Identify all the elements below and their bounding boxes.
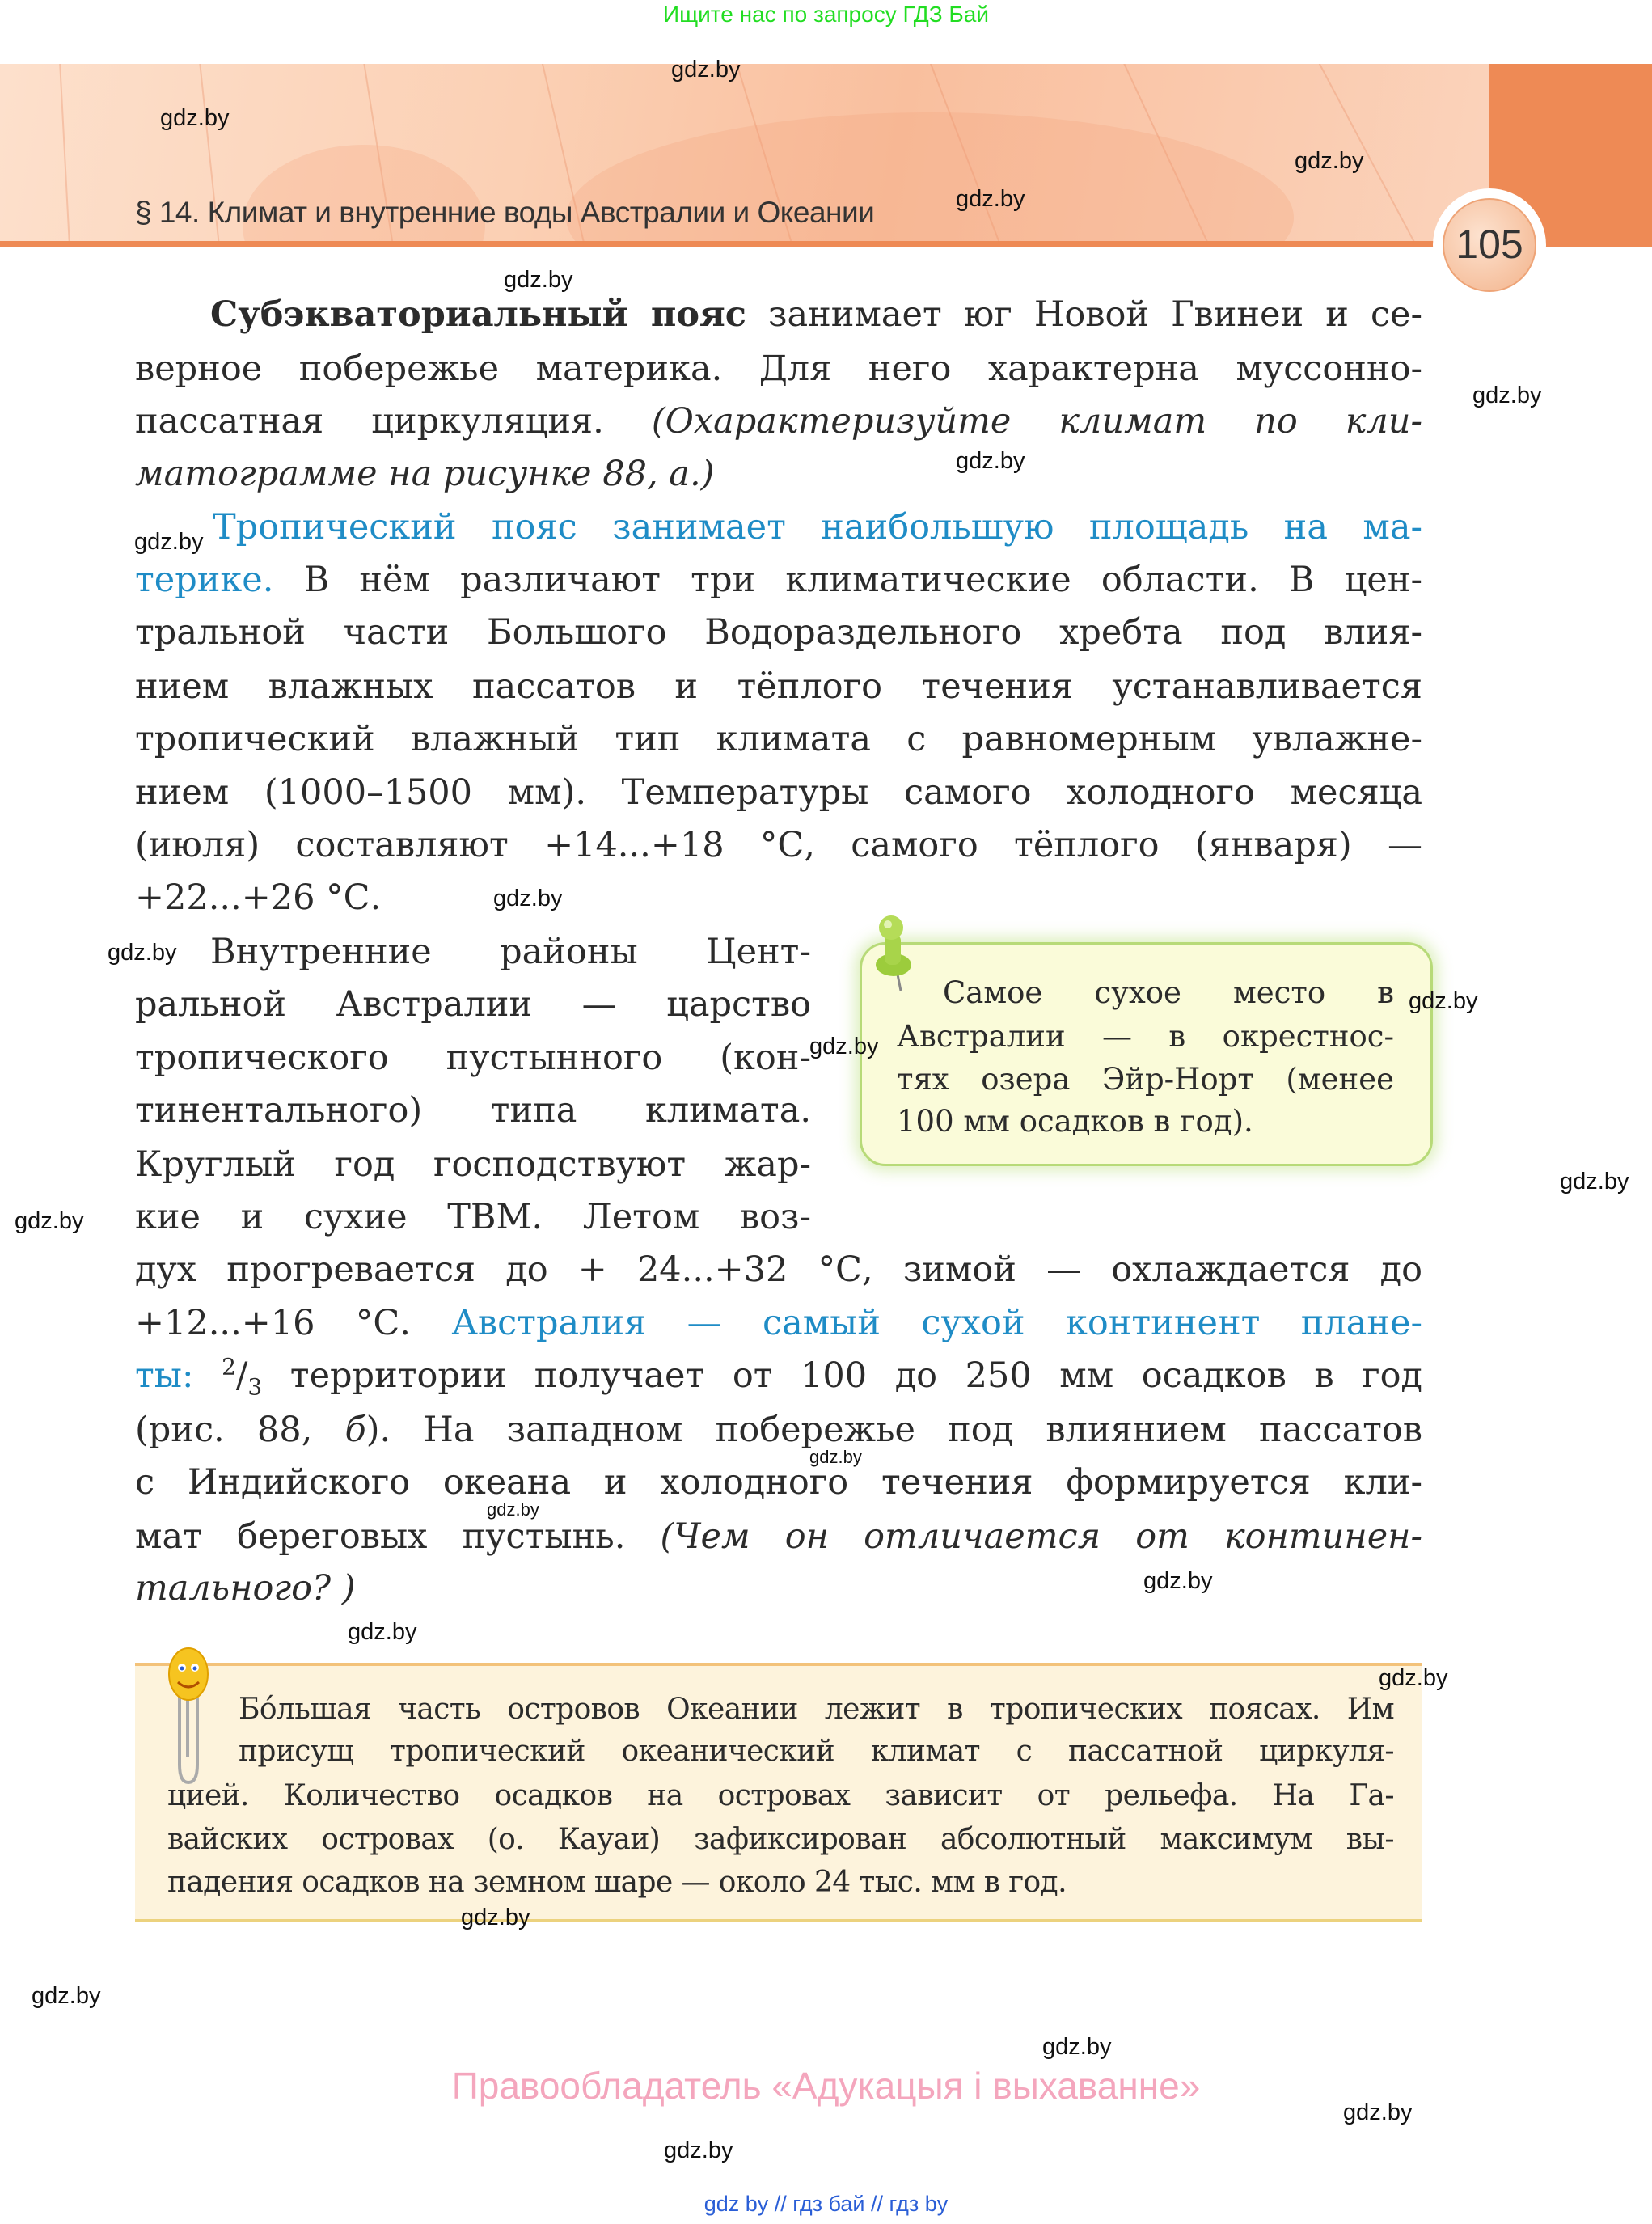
text-span: мат береговых пустынь.	[135, 1516, 661, 1557]
question-text: (Охарактеризуйте климат по кли-	[651, 401, 1422, 442]
text-line: (июля) составляют +14...+18 °С, самого тёплого (января) —	[135, 825, 1422, 865]
footer-links[interactable]: gdz by // гдз бай // гдз by	[703, 2192, 949, 2216]
box-line: цией. Количество осадков на островах зависит от рельефа. На Га-	[167, 1779, 1394, 1812]
watermark: gdz.by	[134, 529, 204, 555]
watermark: gdz.by	[487, 1499, 539, 1520]
text-line	[135, 1512, 1422, 1561]
box-line: вайских островах (о. Кауаи) зафиксирован абсолютный максимум вы-	[167, 1823, 1394, 1856]
watermark: gdz.by	[1295, 148, 1364, 174]
watermark: gdz.by	[1409, 988, 1478, 1014]
fraction-numerator: 2	[222, 1353, 236, 1380]
pushpin-icon	[865, 910, 914, 999]
text-line: тинентального) типа климата.	[135, 1090, 811, 1131]
watermark: gdz.by	[15, 1208, 84, 1234]
watermark: gdz.by	[32, 1983, 101, 2009]
text-line: тропического пустынного (кон-	[135, 1038, 811, 1078]
text-line: Внутренние районы Цент-	[210, 932, 811, 972]
header-divider	[0, 241, 1489, 247]
text-line: ральной Австралии — царство	[135, 984, 811, 1025]
watermark: gdz.by	[1343, 2099, 1413, 2125]
text-span: ). На западном побережье под влиянием пассатов	[365, 1410, 1422, 1450]
question-text: тального? )	[135, 1568, 356, 1609]
text-line: нием влажных пассатов и тёплого течения устанавливается	[135, 666, 1422, 707]
watermark: gdz.by	[348, 1619, 417, 1645]
watermark: gdz.by	[1379, 1665, 1448, 1691]
text-line	[135, 397, 1422, 446]
text-span: (рис. 88,	[135, 1410, 345, 1450]
box-line: падения осадков на земном шаре — около 24 тыс. мм в год.	[167, 1866, 1067, 1899]
highlight-text: ты:	[135, 1355, 194, 1396]
watermark: gdz.by	[108, 940, 177, 966]
watermark: gdz.by	[664, 2137, 733, 2163]
watermark: gdz.by	[1143, 1568, 1213, 1594]
watermark: gdz.by	[956, 186, 1025, 212]
text-line	[210, 290, 1422, 339]
text-line	[135, 1299, 1422, 1347]
text-span: территории получает от 100 до 250 мм осадков в год	[262, 1355, 1422, 1396]
note-line: 100 мм осадков в год).	[897, 1104, 1253, 1139]
text-line	[135, 556, 1422, 604]
note-line: Австралии — в окрестнос-	[897, 1019, 1394, 1054]
text-line: верное побережье материка. Для него характерна муссонно-	[135, 349, 1422, 389]
page-number-badge	[1433, 188, 1546, 302]
text-line: тропический влажный тип климата с равномерным увлажне-	[135, 719, 1422, 759]
fraction-denominator: 3	[247, 1373, 263, 1401]
text-line: +22...+26 °С.	[135, 877, 382, 918]
text-span: пассатная циркуляция.	[135, 401, 652, 442]
text-span: В нём различают три климатические области. В цен-	[273, 560, 1422, 600]
copyright-notice: Правообладатель «Адукацыя і выхаванне»	[451, 2065, 1201, 2107]
text-span: занимает юг Новой Гвинеи и се-	[746, 294, 1423, 335]
search-banner: Ищите нас по запросу ГДЗ Бай	[662, 2, 990, 27]
highlight-text: Тропический пояс занимает наибольшую площадь на ма-	[213, 507, 1422, 548]
text-line	[135, 1406, 1422, 1454]
text-line: дух прогревается до + 24...+32 °С, зимой — охлаждается до	[135, 1249, 1422, 1290]
text-line: Круглый год господствуют жар-	[135, 1144, 811, 1185]
text-line: кие и сухие ТВМ. Летом воз-	[135, 1197, 811, 1237]
text-span: +12...+16 °С.	[135, 1303, 452, 1343]
watermark: gdz.by	[1560, 1169, 1629, 1194]
text-span: б	[344, 1410, 366, 1450]
watermark: gdz.by	[809, 1447, 862, 1467]
note-line: Самое сухое место в	[943, 975, 1394, 1010]
smiley-paperclip-icon	[162, 1643, 215, 1789]
watermark: gdz.by	[160, 105, 230, 131]
watermark: gdz.by	[1042, 2034, 1112, 2060]
text-line: с Индийского океана и холодного течения формируется кли-	[135, 1462, 1422, 1503]
highlight-text: Австралия — самый сухой континент плане-	[451, 1303, 1423, 1343]
term-subequatorial: Субэкваториальный пояс	[210, 294, 746, 335]
watermark: gdz.by	[956, 448, 1025, 474]
text-line: нием (1000–1500 мм). Температуры самого холодного месяца	[135, 772, 1422, 813]
watermark: gdz.by	[671, 57, 741, 82]
watermark: gdz.by	[1472, 383, 1542, 408]
watermark: gdz.by	[809, 1034, 879, 1059]
watermark: gdz.by	[461, 1905, 530, 1930]
text-line: ты: $^2/_3$ территории получает от 100 до 250 мм осадков в год	[135, 1353, 1422, 1401]
chapter-title: § 14. Климат и внутренние воды Австралии и Океании	[135, 196, 875, 229]
note-line: тях озера Эйр-Норт (менее	[897, 1062, 1394, 1097]
page-number: 105	[1456, 222, 1523, 267]
question-text: (Чем он отличается от континен-	[660, 1516, 1422, 1557]
question-text: матограмме на рисунке 88, а.)	[135, 454, 715, 494]
highlight-text: терике.	[135, 560, 274, 600]
watermark: gdz.by	[493, 886, 563, 911]
box-line: Бо́льшая часть островов Океании лежит в тропических поясах. Им	[239, 1693, 1394, 1726]
box-line: присущ тропический океанический климат с пассатной циркуля-	[239, 1735, 1394, 1768]
text-line: тральной части Большого Водораздельного хребта под влия-	[135, 612, 1422, 653]
watermark: gdz.by	[504, 267, 573, 293]
